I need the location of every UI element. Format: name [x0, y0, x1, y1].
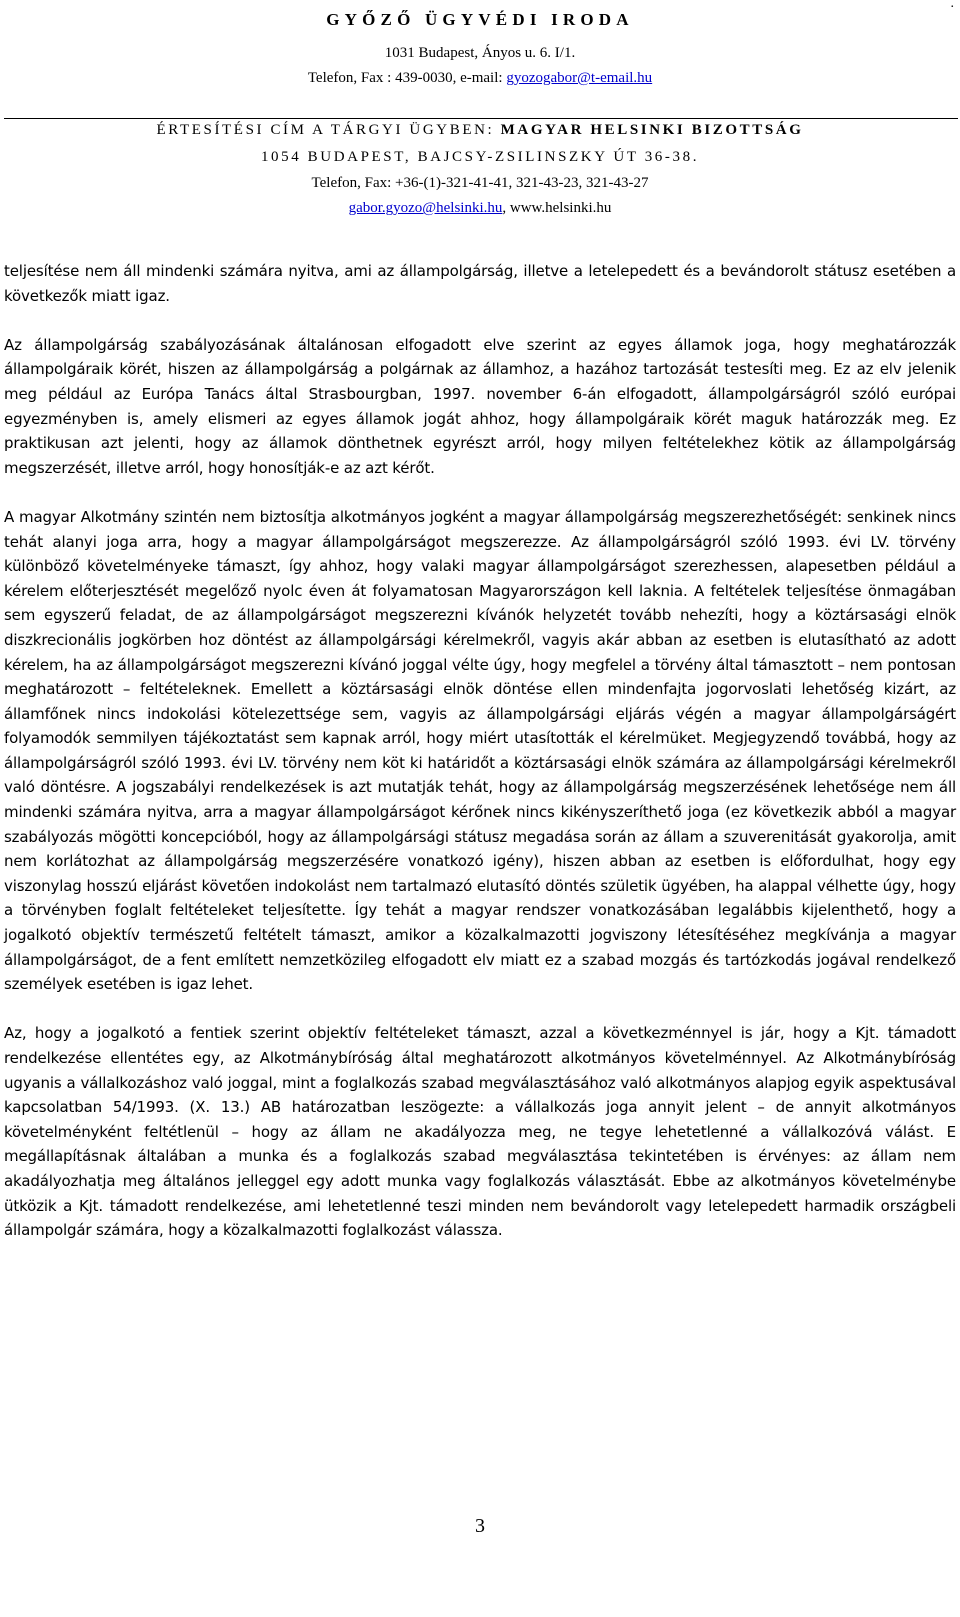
firm-address: 1031 Budapest, Ányos u. 6. I/1. — [384, 45, 576, 61]
firm-email-link[interactable]: gyozogabor@t-email.hu — [506, 70, 653, 86]
page-number: 3 — [475, 1515, 485, 1537]
firm-contact-prefix: Telefon, Fax : 439-0030, e-mail: — [307, 70, 507, 86]
firm-name: GYŐZŐ ÜGYVÉDI IRODA — [326, 10, 634, 29]
corner-mark: . — [950, 0, 954, 11]
organization-phone: Telefon, Fax: +36-(1)-321-41-41, 321-43-23, 321-43-27 — [311, 175, 649, 191]
paragraph: Az állampolgárság szabályozásának általánosan elfogadott elve szerint az egyes államok joga, hogy meghatározzák állampolgáraik körét, hiszen az állampolgárság a polgárnak az államhoz, a hazához tartozását testesíti meg. Ez az elv jelenik meg például az Európa Tanács által Strasbourgban, 1997. november 6-án elfogadott, állampolgárságról szóló európai egyezményben is, amely elismeri az egyes államok jogát ahhoz, hogy állampolgáraik körét maguk határozzák meg. Ez praktikusan azt jelenti, hogy az államok dönthetnek egyrészt arról, hogy milyen feltételekhez kötik az állampolgárság megszerzését, illetve arról, hogy honosítják-e az azt kérőt. — [4, 335, 956, 477]
paragraph: Az, hogy a jogalkotó a fentiek szerint objektív feltételeket támaszt, azzal a következménnyel is jár, hogy a Kjt. támadott rendelkezése ellentétes egy, az Alkotmánybíróság által meghatározott alkotmányos követelménnyel. Az Alkotmánybíróság ugyanis a vállalkozáshoz való joggal, mint a foglalkozás szabad megválasztásához való alkotmányos alapjog egyik aspektusával kapcsolatban 54/1993. (X. 13.) AB határozatban leszögezte: a vállalkozás joga annyit jelent – de annyit alkotmányos követelményként feltétlenül – hogy az állam ne akadályozza meg, ne tegye lehetetlenné a vállalkozóvá válást. E megállapításnak általában a munka és a foglalkozás szabad megválasztása tekintetében is érvényes: az állam nem akadályozhatja meg általános jelleggel egy adott munka vagy foglalkozás választását. Ebbe az alkotmányos követelménybe ütközik a Kjt. támadott rendelkezése, ami lehetetlenné teszi minden nem bevándorolt vagy letelepedett harmadik országbeli állampolgár számára, hogy a közalkalmazotti foglalkozást válassza. — [4, 1024, 956, 1240]
paragraph: teljesítése nem áll mindenki számára nyitva, ami az állampolgárság, illetve a letelepedett és a bevándorolt státusz esetében a következők miatt igaz. — [4, 262, 956, 305]
firm-contact — [0, 70, 960, 87]
organization-web-separator: , — [502, 200, 510, 216]
header-divider — [4, 118, 958, 119]
organization-website: www.helsinki.hu — [509, 200, 612, 216]
notice-label: ÉRTESÍTÉSI CÍM A TÁRGYI ÜGYBEN: — [156, 122, 501, 138]
organization-email-link[interactable]: gabor.gyozo@helsinki.hu — [348, 200, 503, 216]
organization-web — [0, 200, 960, 217]
notice-organization: MAGYAR HELSINKI BIZOTTSÁG — [500, 122, 804, 138]
paragraph: A magyar Alkotmány szintén nem biztosítja alkotmányos jogként a magyar állampolgárság megszerezhetőségét: senkinek nincs tehát alanyi joga arra, hogy a magyar állampolgárságot megszerezze. Az állampolgárságról szóló 1993. évi LV. törvény különböző követelményeke támaszt, így ahhoz, hogy valaki magyar állampolgárságot szerezhessen, alapesetben például a kérelem előterjesztését megelőző nyolc éven át folyamatosan Magyarországon kell laknia. A feltételek teljesítése önmagában sem egyszerű feladat, de az állampolgárságot megszerezni kívánók helyzetét tovább nehezíti, hogy a köztársasági elnök diszkrecionális jogkörben hoz döntést az állampolgársági kérelmekről, vagyis akár abban az esetben is elutasítható az adott kérelem, ha az állampolgárságot megszerezni kívánó joggal vélte úgy, hogy megfelel a törvény által támasztott – nem pontosan meghatározott – feltételeknek. Emellett a köztársasági elnök döntése ellen mindenfajta jogorvoslati lehetőség kizárt, az államfőnek nincs indokolási kötelezettsége sem, vagyis az állampolgársági eljárás végén a magyar állampolgárságért folyamodók semmilyen tájékoztatást sem kapnak arról, hogy miért utasították el kérelmüket. Megjegyzendő továbbá, hogy az állampolgárságról szóló 1993. évi LV. törvény nem köt ki határidőt a köztársasági elnök számára az állampolgársági kérelmekről való döntésre. A jogszabályi rendelkezések is azt mutatják tehát, hogy az állampolgárság megszerzésének lehetősége nem áll mindenki számára nyitva, arra a magyar állampolgárságot kérőnek nincs kikényszeríthető joga (ez következik abból a magyar szabályozás mögötti koncepcióból, hogy az állampolgársági státusz megadása során az állam a szuverenitását gyakorolja, amit nem korlátozhat az állampolgárság megszerzésére vonatkozó igény), hiszen abban az esetben is előfordulhat, hogy egy viszonylag hosszú eljárást követően indokolást nem tartalmazó elutasító döntés születik ügyében, ha alappal vélhette úgy, hogy a törvényben foglalt feltételeket teljesítette. Így tehát a magyar rendszer vonatkozásában legalábbis kijelenthető, hogy a jogalkotó objektív természetű feltételt támaszt, amikor a közalkalmazotti jogviszony létesítéséhez megkívánja a magyar állampolgárságot, de a fent említett nemzetközileg elfogadott elv miatt ez a szabad mozgás és tartózkodás jogával rendelkező személyek esetében is igaz lehet. — [4, 507, 956, 994]
organization-address: 1054 BUDAPEST, BAJCSY-ZSILINSZKY ÚT 36-38. — [260, 149, 700, 165]
document-body — [4, 259, 956, 1267]
notice-address-line — [0, 122, 960, 139]
